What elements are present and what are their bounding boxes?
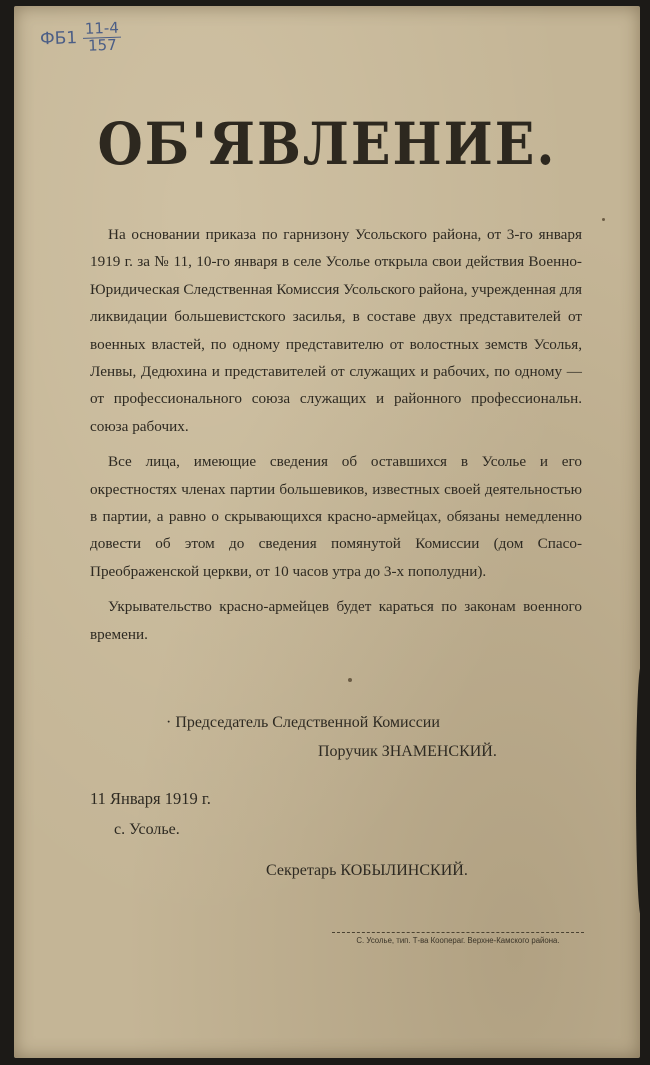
document-body [90, 221, 582, 656]
chairman-title: · Председатель Следственной Комиссии [166, 714, 440, 731]
paragraph-order: На основании приказа по гарнизону Усольского района, от 3-го января 1919 г. за № 11, 10-го января в селе Усолье открыла свои действия Военно-Юридическая Следственная Комиссия Усольского района, учрежденная для ликвидации большевистского засилья, в составе двух представителей от военных властей, по одному представителю от волостных земств Усолья, Ленвы, Дедюхина и представителей от служащих и рабочих, по одному — от профессионального союза служащих и районного профессиональн. союза рабочих. [90, 226, 582, 435]
paragraph-information: Все лица, имеющие сведения об оставшихся в Усолье и его окрестностях членах партии большевиков, известных своей деятельностью в партии, а равно о скрывающихся красно-армейцах, обязаны немедленно довести об этом до сведения помянутой Комиссии (дом Спасо-Преображенской церкви, от 10 часов утра до 3-х пополудни). [90, 453, 582, 580]
paragraph-penalty: Укрывательство красно-армейцев будет караться по законам военного времени. [90, 598, 582, 643]
document-title: ОБ'ЯВЛЕНИЕ. [97, 110, 557, 179]
secretary-signature: Секретарь КОБЫЛИНСКИЙ. [266, 862, 468, 879]
signing-place: с. Усолье. [114, 821, 180, 838]
printer-divider [332, 932, 584, 933]
archive-fund: ФБ1 [39, 28, 78, 50]
archive-numerator: 11-4 [83, 21, 122, 39]
archive-number [83, 18, 122, 55]
paper-speck [602, 218, 605, 221]
printer-imprint: С. Усолье, тип. Т-ва Коопераг. Верхне-Камского района. [356, 936, 560, 945]
signing-date: 11 Января 1919 г. [90, 789, 211, 808]
chairman-name: Поручик ЗНАМЕНСКИЙ. [318, 743, 497, 760]
archive-stamp [39, 18, 121, 56]
archive-denominator: 157 [87, 35, 118, 55]
document-sheet [14, 6, 640, 1058]
paper-edge-tear [636, 666, 640, 916]
paper-speck [348, 678, 352, 682]
